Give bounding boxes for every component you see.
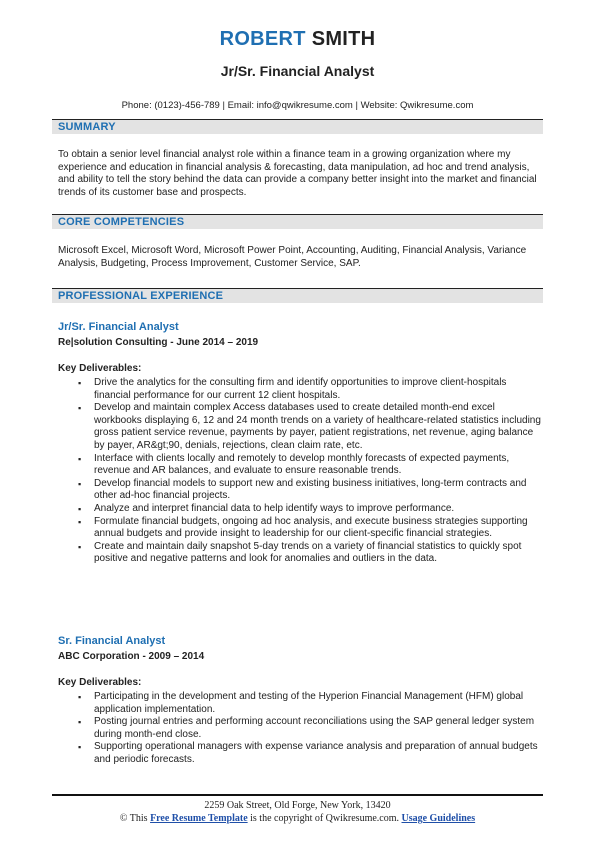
free-resume-template-link[interactable]: Free Resume Template	[150, 813, 248, 824]
usage-guidelines-link[interactable]: Usage Guidelines	[401, 813, 476, 824]
copyright-middle: is the copyright of Qwikresume.com.	[250, 813, 399, 824]
list-item: ▪ Interface with clients locally and remotely to develop monthly forecasts of expected payments, revenue and AR balances, and evaluate to ensure reasonable trends.	[58, 453, 543, 478]
candidate-name	[0, 26, 595, 52]
list-item: ▪ Participating in the development and testing of the Hyperion Financial Management (HFM) global application implementation.	[58, 691, 543, 716]
contact-info: Phone: (0123)-456-789 | Email: info@qwikresume.com | Website: Qwikresume.com	[121, 100, 474, 111]
job-2-company: ABC Corporation - 2009 – 2014	[58, 651, 205, 662]
footer-address: 2259 Oak Street, Old Forge, New York, 13420	[204, 800, 391, 811]
job-1-deliverables-label: Key Deliverables:	[58, 363, 142, 374]
list-item: ▪ Drive the analytics for the consulting firm and identify opportunities to improve client-hospitals financial performance for our current 12 client hospitals.	[58, 377, 543, 402]
job-2-bullets	[58, 691, 543, 767]
job-1-bullets	[58, 377, 543, 566]
footer-divider	[52, 794, 543, 796]
last-name: SMITH	[311, 28, 376, 50]
copyright-prefix: © This	[119, 813, 148, 824]
job-1-company: Re|solution Consulting - June 2014 – 2019	[58, 337, 259, 348]
list-item: ▪ Analyze and interpret financial data to help identify ways to improve performance.	[58, 503, 543, 516]
competencies-section-header	[52, 214, 543, 229]
job-2-title: Sr. Financial Analyst	[58, 635, 166, 647]
footer-copyright	[0, 813, 595, 825]
job-title: Jr/Sr. Financial Analyst	[220, 63, 375, 79]
list-item: ▪ Supporting operational managers with expense variance analysis and preparation of annual budgets and periodic forecasts.	[58, 741, 543, 766]
list-item: ▪ Formulate financial budgets, ongoing ad hoc analysis, and execute business strategies supporting annual budgets and provide insight to leadership for our client-specific financial strategies.	[58, 516, 543, 541]
summary-section-header	[52, 119, 543, 134]
competencies-text: Microsoft Excel, Microsoft Word, Microsoft Power Point, Accounting, Auditing, Financial Analysis, Variance Analysis, Budgeting, Process Improvement, Customer Service, SAP.	[58, 245, 527, 269]
experience-section-header	[52, 288, 543, 303]
summary-text: To obtain a senior level financial analyst role within a finance team in a growing organization where my experience and education in financial analysis & forecasting, data manipulation, ad hoc and trend analysis, and ability to tell the story behind the data can provide a company better insight into the market and financial trends of its customer base and prospects.	[58, 149, 537, 198]
list-item: ▪ Develop financial models to support new and existing business initiatives, long-term contracts and other ad-hoc financial projects.	[58, 478, 543, 503]
experience-heading: PROFESSIONAL EXPERIENCE	[58, 290, 224, 302]
first-name: ROBERT	[219, 28, 306, 50]
competencies-heading: CORE COMPETENCIES	[58, 216, 185, 228]
list-item: ▪ Develop and maintain complex Access databases used to create detailed month-end excel workbooks displaying 6, 12 and 24 month trends on a variety of healthcare-related statistics including gross patient service revenue, payments by payer, patient registrations, net revenue, aging balance by payer, AR&gt;90, denials, rejections, clean claim rate, etc.	[58, 402, 543, 452]
list-item: ▪ Posting journal entries and performing account reconciliations using the SAP general ledger system during month-end close.	[58, 716, 543, 741]
summary-heading: SUMMARY	[58, 121, 116, 133]
job-1-title: Jr/Sr. Financial Analyst	[58, 321, 179, 333]
list-item: ▪ Create and maintain daily snapshot 5-day trends on a variety of financial statistics to quickly spot positive and negative patterns and look for anomalies and outliers in the data.	[58, 541, 543, 566]
job-2-deliverables-label: Key Deliverables:	[58, 677, 142, 688]
